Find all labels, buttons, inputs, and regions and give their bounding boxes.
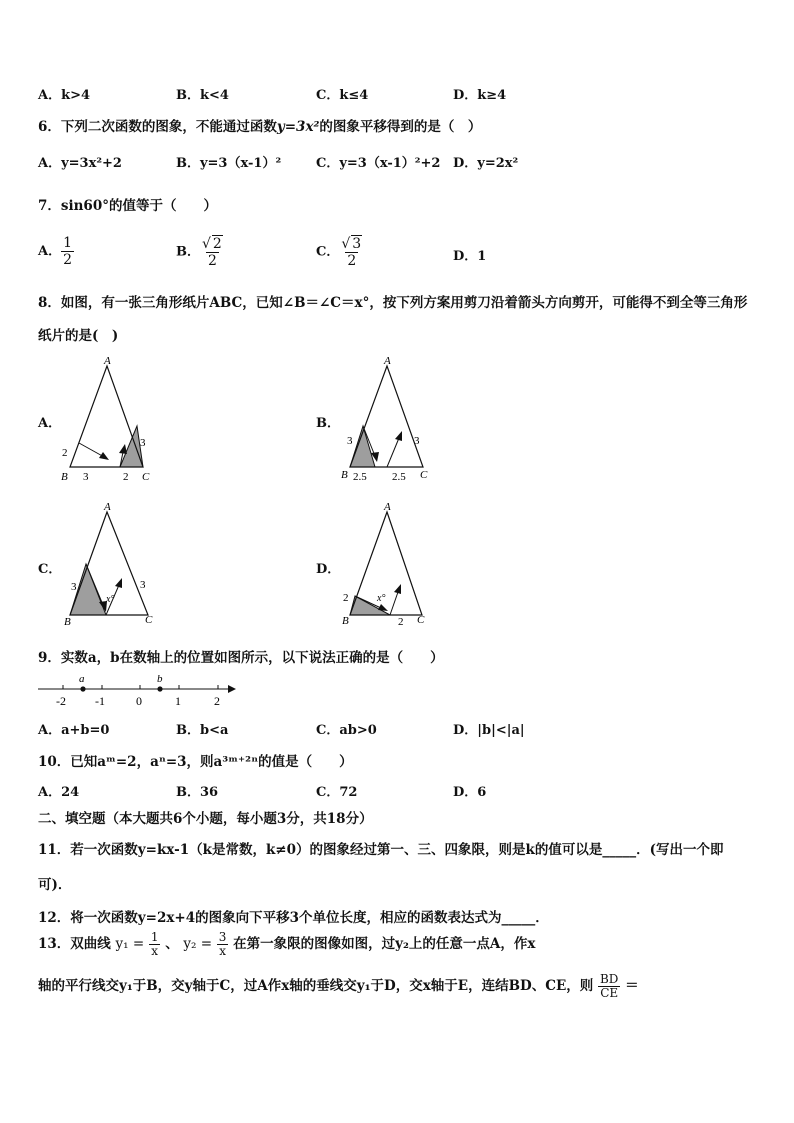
- q6-option-b: B．y=3（x-1）²: [176, 156, 282, 171]
- tick-label: 1: [175, 694, 181, 708]
- q13-f2-num: 3: [218, 930, 227, 944]
- q7-c-label: C．: [316, 244, 340, 260]
- q7-option-a: [38, 235, 74, 268]
- vertex-b: B: [64, 616, 71, 628]
- vertex-a: A: [104, 355, 111, 367]
- angle-label: x°: [106, 594, 115, 605]
- q13-post: 在第一象限的图像如图，过y₂上的任意一点A，作x: [233, 936, 536, 952]
- section-heading: 二、填空题（本大题共6个小题，每小题3分，共18分）: [38, 811, 373, 827]
- side-label: 2.5: [392, 471, 406, 483]
- side-label: 3: [347, 435, 353, 447]
- q10-option-c: C．72: [316, 785, 358, 800]
- q6-option-c: C．y=3（x-1）²+2: [316, 156, 441, 171]
- vertex-a: A: [384, 355, 391, 367]
- point-b: [157, 686, 162, 691]
- q7-b-radicand: 2: [212, 236, 222, 252]
- arrow-icon: [378, 604, 388, 611]
- q11-line1: 11．若一次函数y=kx-1（k是常数，k≠0）的图象经过第一、三、四象限，则是k的值可以是_____．(写出一个即: [38, 842, 724, 858]
- vertex-a: A: [104, 501, 111, 513]
- vertex-c: C: [420, 469, 428, 481]
- q8-option-b-label: B．: [316, 416, 340, 431]
- vertex-b: B: [61, 471, 68, 483]
- vertex-c: C: [417, 614, 425, 626]
- side-label: 2: [398, 616, 404, 628]
- q12-stem: 12．将一次函数y=2x+4的图象向下平移3个单位长度，相应的函数表达式为_____．: [38, 910, 549, 926]
- q7-b-denominator: 2: [207, 253, 217, 269]
- q13-sep: 、: [165, 936, 179, 952]
- q9-number-line: [36, 672, 241, 710]
- q6-option-d: D．y=2x²: [453, 156, 519, 171]
- vertex-a: A: [384, 501, 391, 513]
- side-label: 2: [343, 592, 349, 604]
- q13-eq: ＝: [625, 978, 639, 994]
- q8-option-c-label: C．: [38, 562, 62, 577]
- q8-option-a-label: A．: [38, 416, 62, 431]
- q7-a-denominator: 2: [63, 252, 73, 268]
- q13-f3-den: CE: [600, 986, 619, 1000]
- q10-option-b: B．36: [176, 785, 219, 800]
- vertex-b: B: [342, 615, 349, 627]
- q7-stem: 7．sin60°的值等于（ ）: [38, 198, 217, 214]
- q8-figure-a: [55, 352, 165, 484]
- q8-stem-line1: 8．如图，有一张三角形纸片ABC，已知∠B＝∠C＝x°，按下列方案用剪刀沿着箭头方向剪开，可能得不到全等三角形: [38, 295, 748, 311]
- q13-pre: 13．双曲线: [38, 936, 111, 952]
- side-label: 3: [140, 579, 146, 591]
- side-label: 2: [62, 447, 68, 459]
- arrow-icon: [119, 444, 127, 454]
- q5-option-d: D．k≥4: [453, 88, 507, 103]
- q8-figure-d: [335, 498, 445, 628]
- q6-stem-pre: 6．下列二次函数的图象，不能通过函数: [38, 119, 277, 135]
- q7-c-radicand: 3: [352, 236, 362, 252]
- q8-stem-line2: 纸片的是( ): [38, 328, 119, 344]
- arrow-icon: [395, 431, 402, 441]
- q13-y1: y₁ =: [115, 936, 145, 952]
- tick-label: 0: [136, 694, 142, 708]
- q8-figure-c: [55, 498, 165, 628]
- vertex-c: C: [142, 471, 150, 483]
- q6-stem-function: y=3x²: [276, 119, 320, 135]
- q10-stem: 10．已知aᵐ=2，aⁿ=3，则a³ᵐ⁺²ⁿ的值是（ ）: [38, 754, 353, 770]
- q10-option-a: A．24: [38, 785, 80, 800]
- tick-label: -1: [95, 694, 105, 708]
- q7-a-label: A．: [38, 244, 62, 259]
- q13-f1-den: x: [151, 944, 159, 958]
- q5-option-b: B．k<4: [176, 88, 229, 103]
- angle-label: x°: [377, 593, 386, 604]
- arrow-icon: [228, 685, 236, 693]
- q13-line2: [38, 973, 639, 1000]
- q13-line1: [38, 931, 535, 958]
- side-label: 3: [140, 437, 146, 449]
- q8-option-d-label: D．: [316, 562, 341, 577]
- q7-option-d: D．1: [453, 249, 487, 264]
- side-label: 3: [71, 581, 77, 593]
- side-label: 3: [414, 435, 420, 447]
- q7-option-c: C． $\frac{√ 3}{2}$: [316, 236, 362, 269]
- point-a: [80, 686, 85, 691]
- q9-option-b: B．b<a: [176, 723, 229, 738]
- q13-y2: y₂ =: [183, 936, 213, 952]
- q13-f2-den: x: [219, 944, 226, 958]
- q5-option-a: A．k>4: [38, 88, 91, 103]
- q13-line2-text: 轴的平行线交y₁于B，交y轴于C，过A作x轴的垂线交y₁于D，交x轴于E，连结BD、CE，则: [38, 978, 594, 994]
- q7-option-b: B． $\frac{√ 2}{2}$: [176, 236, 222, 269]
- q9-option-d: D．|b|<|a|: [453, 723, 525, 738]
- side-label: 3: [83, 471, 89, 483]
- point-b-label: b: [157, 673, 163, 685]
- vertex-c: C: [145, 614, 153, 626]
- q6-stem-post: 的图象平移得到的是（ ）: [319, 119, 482, 135]
- q13-f3-num: BD: [599, 972, 619, 986]
- tick-label: -2: [56, 694, 66, 708]
- point-a-label: a: [79, 673, 85, 685]
- q9-stem: 9．实数a，b在数轴上的位置如图所示，以下说法正确的是（ ）: [38, 650, 444, 666]
- q7-a-numerator: 1: [63, 235, 73, 251]
- q11-line2: 可)．: [38, 877, 72, 893]
- q6-stem: [38, 115, 481, 135]
- q7-c-denominator: 2: [347, 253, 357, 269]
- q8-figure-b: [335, 352, 445, 484]
- q9-option-a: A．a+b=0: [38, 723, 110, 738]
- tick-label: 2: [214, 694, 220, 708]
- q9-option-c: C．ab>0: [316, 723, 377, 738]
- side-label: 2.5: [353, 471, 367, 483]
- q10-option-d: D．6: [453, 785, 487, 800]
- q5-option-c: C．k≤4: [316, 88, 369, 103]
- side-label: 2: [123, 471, 129, 483]
- q7-b-label: B．: [176, 244, 200, 260]
- q13-f1-num: 1: [150, 930, 159, 944]
- q6-option-a: A．y=3x²+2: [38, 156, 122, 171]
- vertex-b: B: [341, 469, 348, 481]
- arrow-icon: [394, 584, 401, 594]
- arrow-icon: [115, 578, 122, 588]
